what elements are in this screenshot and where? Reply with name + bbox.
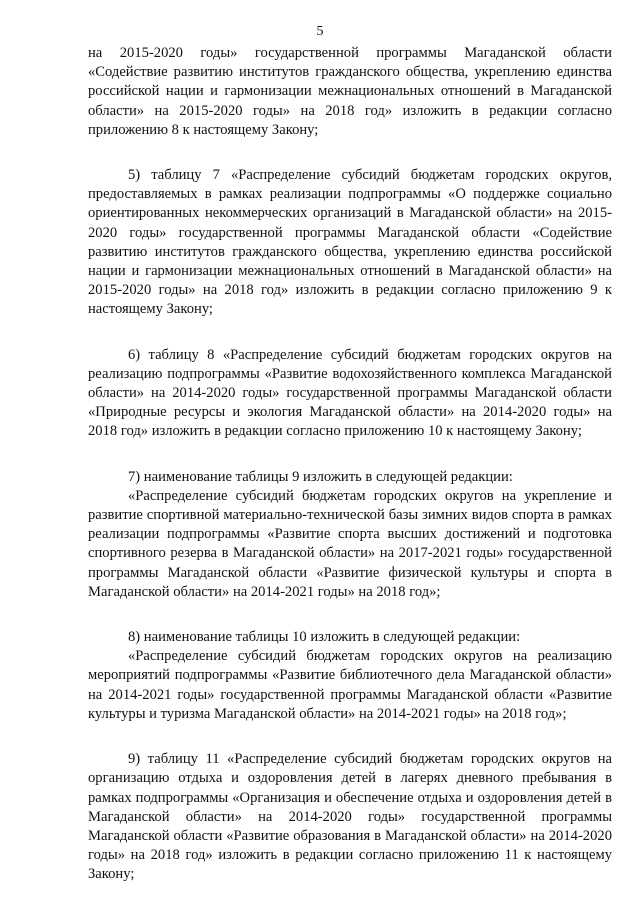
document-body: [88, 44, 612, 911]
paragraph-item-8-quote: «Распределение субсидий бюджетам городских округов на реализацию мероприятий подпрограммы «Развитие библиотечного дела Магаданской области» на 2014-2021 годы» государственной программы Магаданской области «Развитие культуры и туризма Магаданской области» на 2014-2021 годы» на 2018 год»;: [88, 648, 612, 722]
paragraph-item-7-quote: «Распределение субсидий бюджетам городских округов на укрепление и развитие спортивной материально-технической базы зимних видов спорта в рамках реализации подпрограммы «Развитие спорта высших достижений и подготовка спортивного резерва в Магаданской области» на 2017-2021 годы» государственной программы Магаданской области «Развитие физической культуры и спорта в Магаданской области» на 2014-2021 годы» на 2018 год»;: [88, 487, 612, 600]
paragraph-item-5: 5) таблицу 7 «Распределение субсидий бюджетам городских округов, предоставляемых в рамках реализации подпрограммы «О поддержке социально ориентированных некоммерческих организаций в Магаданской области» на 2015-2020 годы» государственной программы Магаданской области «Содействие развитию институтов гражданского общества, укреплению единства российской нации и гармонизации межнациональных отношений в Магаданской области» на 2015-2020 годы» на 2018 год» изложить в редакции согласно приложению 9 к настоящему Закону;: [88, 167, 612, 318]
paragraph-item-7: 7) наименование таблицы 9 изложить в следующей редакции:: [128, 468, 513, 485]
paragraph-item-9: 9) таблицу 11 «Распределение субсидий бюджетам городских округов на организацию отдыха и оздоровления детей в лагерях дневного пребывания в рамках подпрограммы «Организация и обеспечение отдыха и оздоровления детей в Магаданской области» на 2014-2020 годы» государственной программы Магаданской области «Развитие образования в Магаданской области» на 2014-2020 годы» на 2018 год» изложить в редакции согласно приложению 11 к настоящему Закону;: [88, 751, 612, 883]
paragraph-item-6: 6) таблицу 8 «Распределение субсидий бюджетам городских округов на реализацию подпрограммы «Развитие водохозяйственного комплекса Магаданской области» на 2014-2020 годы» государственной программы Магаданской области «Природные ресурсы и экология Магаданской области» на 2014-2020 годы» на 2018 год» изложить в редакции согласно приложению 10 к настоящему Закону;: [88, 346, 612, 440]
page-number: 5: [316, 24, 324, 39]
paragraph-item-8: 8) наименование таблицы 10 изложить в следующей редакции:: [128, 629, 521, 646]
paragraph-continuation: на 2015-2020 годы» государственной программы Магаданской области «Содействие развитию институтов гражданского общества, укреплению единства российской нации и гармонизации межнациональных отношений в Магаданской области» на 2015-2020 годы» на 2018 год» изложить в редакции согласно приложению 8 к настоящему Закону;: [88, 45, 612, 138]
